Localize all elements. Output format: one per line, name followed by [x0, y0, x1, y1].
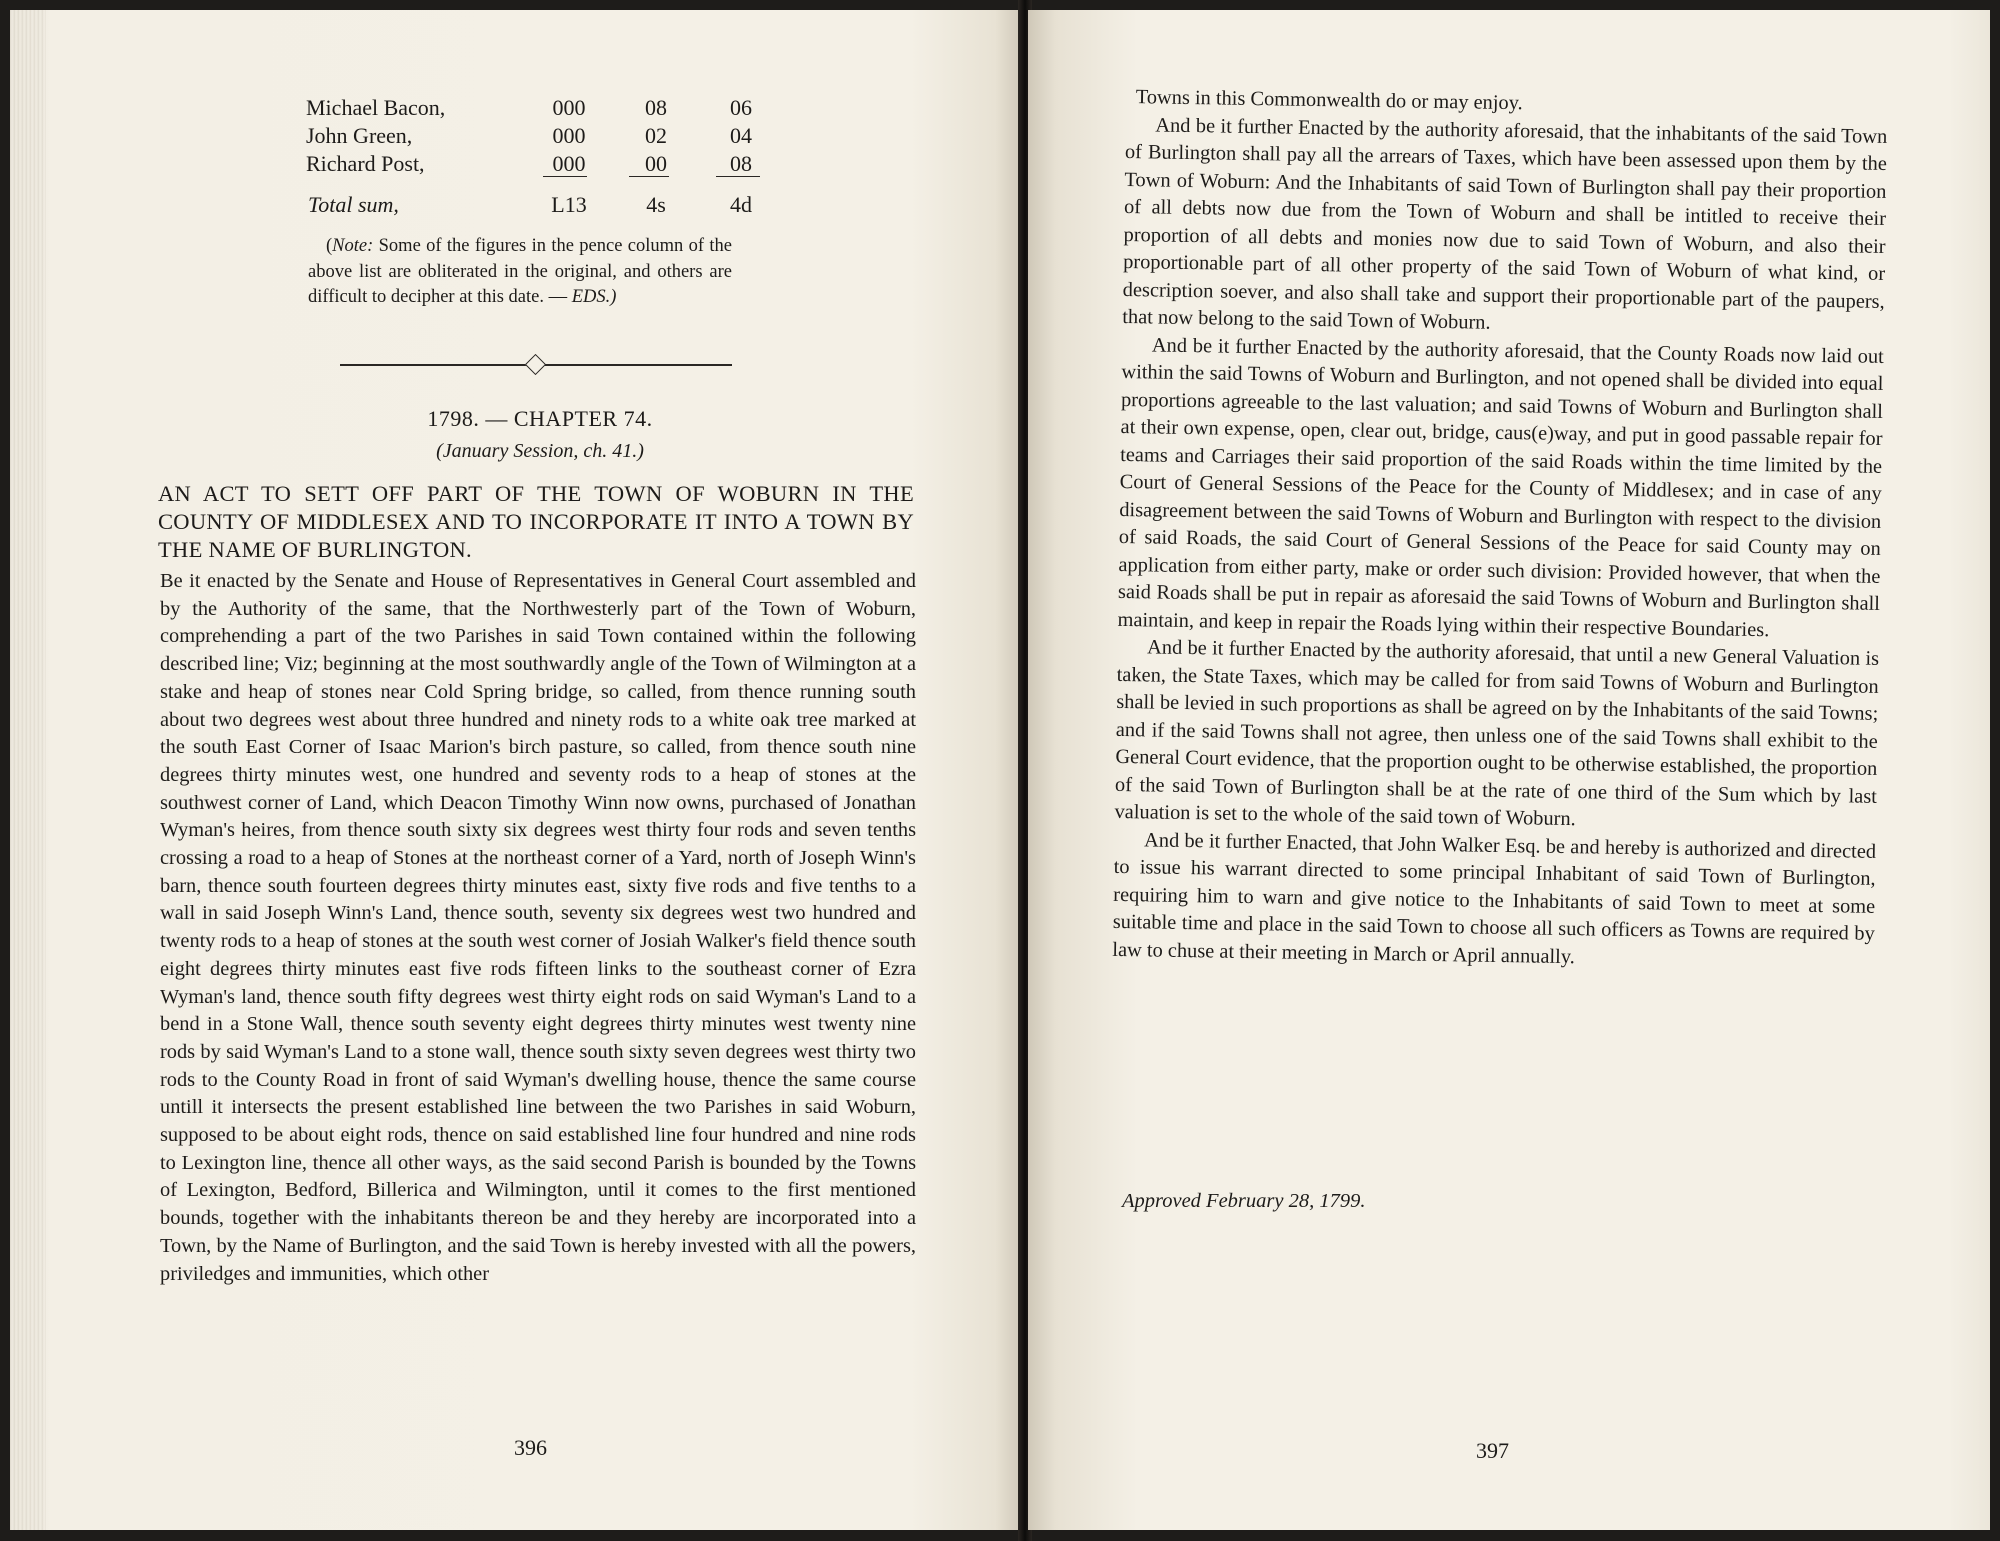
paragraph: And be it further Enacted by the authority aforesaid, that until a new General Valuation is taken, the State Taxes, which may be called for from said Towns of Woburn and Burlington shall be levied in such proportions as shall be agreed on by the Inhabitants of the said Towns; and if the said Towns shall not agree, then unless one of the said Towns shall exhibit to the General Court evidence, that the proportion ought to be otherwise established, the proportion of the said Town of Burlington shall be at the rate of one third of the Sum which by last valuation is set to the whole of the said town of Woburn. — [1114, 636, 1880, 831]
ledger-row — [306, 150, 766, 178]
approval-date: Approved February 28, 1799. — [1122, 1190, 1366, 1212]
page-number: 397 — [1476, 1438, 1509, 1463]
total-pounds: L13 — [551, 192, 587, 217]
ledger-name: Richard Post, — [306, 151, 425, 176]
divider-line — [545, 364, 732, 366]
ledger-shillings: 00 — [645, 151, 667, 176]
act-body-text: Be it enacted by the Senate and House of Representatives in General Court assembled and by the Authority of the same, that the Northwesterly part of the Town of Woburn, comprehending a part of the two Parishes in said Town contained within the following described line; Viz; beginning at the most southwardly angle of the Town of Wilmington at a stake and heap of stones near Cold Spring bridge, so called, from thence running south about two degrees west about three hundred and ninety rods to a white oak tree marked at the south East Corner of Isaac Marion's birch pasture, so called, from thence south nine degrees thirty minutes west, one hundred and seventy rods to a heap of stones at the southwest corner of Land, which Deacon Timothy Winn now owns, purchased of Jonathan Wyman's heires, from thence south sixty six degrees west thirty four rods and seven tenths crossing a road to a heap of Stones at the northeast corner of a Yard, north of Joseph Winn's barn, thence south fourteen degrees thirty minutes east, sixty five rods and five tenths to a wall in said Joseph Winn's Land, thence south, seventy six degrees west two hundred and twenty rods to a heap of stones at the south west corner of Josiah Walker's field thence south eight degrees thirty minutes east five rods fifteen links to the southeast corner of Ezra Wyman's land, thence south fifty degrees west thirty eight rods on said Wyman's Land to a bend in a Stone Wall, thence south seventy eight degrees thirty minutes west twenty nine rods by said Wyman's Land to a stone wall, thence south sixty seven degrees west thirty two rods to the County Road in front of said Wyman's dwelling house, thence the same course untill it intersects the present established line between the two Parishes in said Woburn, supposed to be about eight rods, thence on said established line four hundred and nine rods to Lexington line, thence all other ways, as the said second Parish is bounded by the Towns of Lexington, Bedford, Billerica and Wilmington, until it comes to the first mentioned bounds, together with the inhabitants thereon be and they hereby are incorporated into a Town, by the Name of Burlington, and the said Town is hereby invested with all the powers, priviledges and immunities, which other — [160, 570, 916, 1285]
ledger-table — [306, 94, 766, 178]
ledger-name: John Green, — [306, 123, 413, 148]
act-continuation-text — [1112, 84, 1888, 976]
diamond-ornament-icon — [525, 354, 546, 375]
page-number: 396 — [514, 1435, 547, 1460]
total-pence: 4d — [730, 192, 752, 217]
note-open-paren: ( — [326, 236, 333, 256]
chapter-heading: 1798. — CHAPTER 74. — [427, 406, 653, 431]
sum-rule — [716, 176, 760, 177]
paragraph: And be it further Enacted by the authority aforesaid, that the County Roads now laid out within the said Towns of Woburn and Burlington, and not opened shall be divided into equal proportions agreeable to the last valuation; and said Towns of Woburn and Burlington shall at their own expense, open, clear out, bridge, caus(e)way, and put in good passable repair for teams and Carriages their said proportion of the said Roads within the time limited by the Court of General Sessions of the Peace for the County of Middlesex; and in case of any disagreement between the said Towns of Woburn and Burlington with respect to the division of said Roads, the said Court of General Sessions of the Peace for said County may on application from either party, make or order such division: Provided however, that when the said Roads shall be put in repair as aforesaid the said Towns of Woburn and Burlington shall maintain, and keep in repair the Roads lying within their respective Boundaries. — [1117, 333, 1884, 641]
note-eds: EDS.) — [571, 287, 617, 307]
paragraph: And be it further Enacted, that John Walker Esq. be and hereby is authorized and directed to issue his warrant directed to some principal Inhabitant of said Town of Burlington, requiring him to warn and give notice to the Inhabitants of said Town to meet at some suitable time and place in the said Town to choose all such officers as Towns are required by law to chuse at their meeting in March or April annually. — [1112, 828, 1877, 968]
divider-line — [340, 364, 526, 366]
ledger-pence: 04 — [730, 123, 752, 148]
paragraph: And be it further Enacted by the authority aforesaid, that the inhabitants of the said Town of Burlington shall pay all the arrears of Taxes, which have been assessed upon them by the Town of Woburn: And the Inhabitants of said Town of Burlington shall pay their proportion of all debts now due from the Town of Woburn and shall be intitled to receive their proportion of all debts and monies now due to said Town of Woburn, and also their proportionable part of all other property of the said Town of Woburn of what kind, or description soever, and also shall take and support their proportionable part of the paupers, that now belong to the said Town of Woburn. — [1122, 113, 1888, 334]
ledger-name: Michael Bacon, — [306, 95, 446, 120]
note-text: Some of the figures in the pence column of the above list are obliterated in the original, and others are difficult to decipher at this date. — — [308, 236, 732, 307]
sum-rule — [543, 176, 587, 177]
section-divider — [340, 354, 732, 376]
ledger-pounds: 000 — [552, 123, 586, 148]
ledger-row — [306, 94, 766, 122]
total-shillings: 4s — [646, 192, 666, 217]
ledger-pence: 08 — [730, 151, 752, 176]
left-page — [10, 10, 1022, 1530]
paragraph: Towns in this Commonwealth do or may enjoy. — [1135, 86, 1523, 115]
total-label: Total sum, — [308, 192, 399, 217]
session-reference: (January Session, ch. 41.) — [436, 440, 644, 462]
ledger-row — [306, 122, 766, 150]
ledger-pence: 06 — [730, 95, 752, 120]
total-row — [306, 192, 766, 222]
ledger-shillings: 02 — [645, 123, 667, 148]
note-label: Note: — [332, 236, 374, 256]
editorial-note — [308, 234, 732, 311]
sum-rule — [629, 176, 669, 177]
ledger-pounds: 000 — [552, 95, 586, 120]
act-title: AN ACT TO SETT OFF PART OF THE TOWN OF WOBURN IN THE COUNTY OF MIDDLESEX AND TO INCORPORATE IT INTO A TOWN BY THE NAME OF BURLINGTON. — [158, 481, 914, 562]
ledger-shillings: 08 — [645, 95, 667, 120]
ledger-pounds: 000 — [552, 151, 586, 176]
